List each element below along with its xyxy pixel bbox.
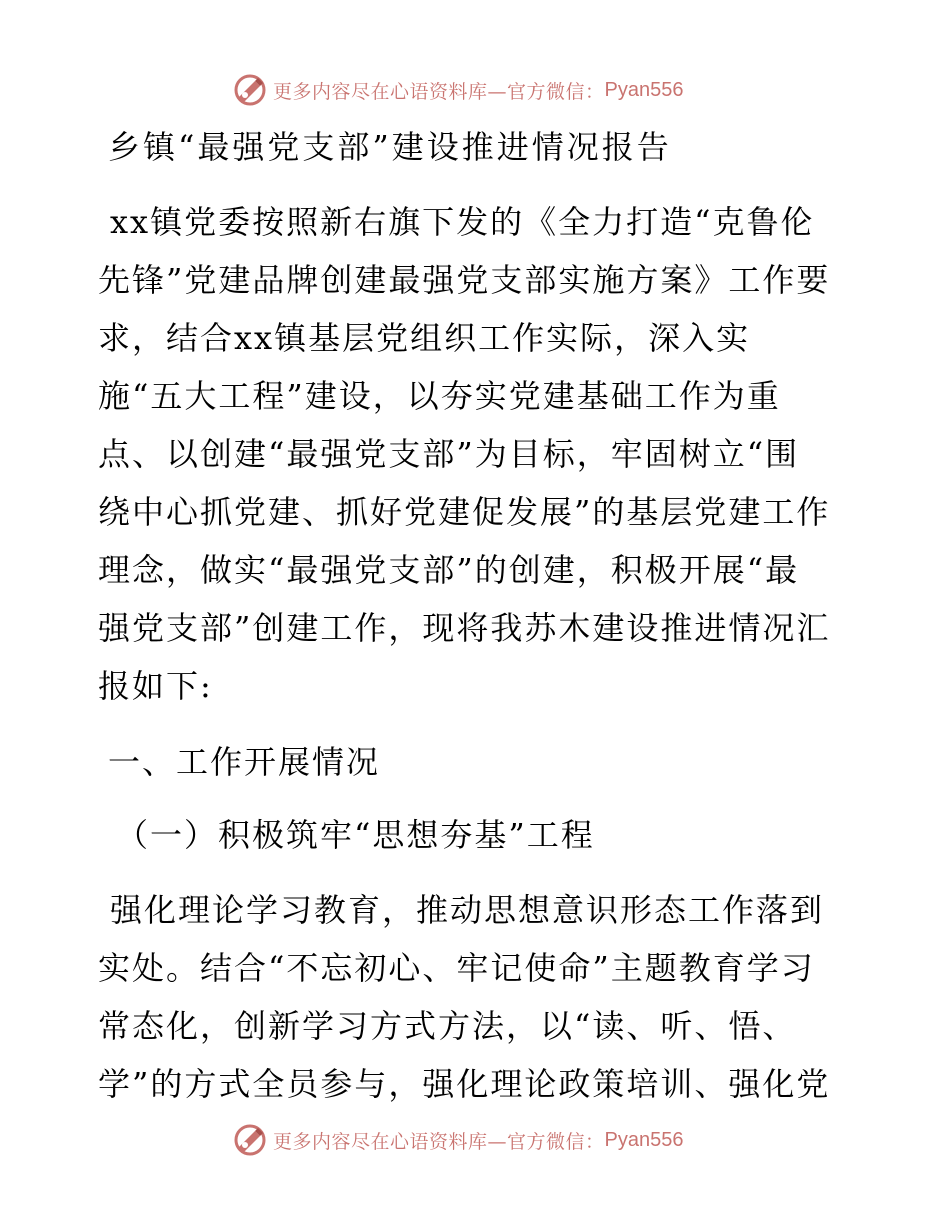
paragraph-line: 理念，做实“最强党支部”的创建，积极开展“最 <box>98 551 800 589</box>
paragraph-line: 点、以创建“最强党支部”为目标，牢固树立“围 <box>98 435 800 473</box>
document-title: 乡镇“最强党支部”建设推进情况报告 <box>108 128 672 166</box>
subsection-heading: （一）积极筑牢“思想夯基”工程 <box>116 816 595 854</box>
watermark-wechat-id: Pyan556 <box>604 78 684 101</box>
paragraph-line: 先锋”党建品牌创建最强党支部实施方案》工作要 <box>98 261 831 299</box>
footer-watermark <box>233 1122 683 1158</box>
brand-logo-icon <box>233 73 267 107</box>
watermark-text: 更多内容尽在心语资料库—官方微信： <box>273 80 605 103</box>
paragraph-line: 施“五大工程”建设，以夯实党建基础工作为重 <box>98 377 781 415</box>
brand-logo-icon <box>233 1123 267 1157</box>
paragraph-line: 强党支部”创建工作，现将我苏木建设推进情况汇 <box>98 609 831 647</box>
paragraph-line: 绕中心抓党建、抓好党建促发展”的基层党建工作 <box>98 493 831 531</box>
watermark-text: 更多内容尽在心语资料库—官方微信： <box>273 1130 605 1153</box>
paragraph-line: 常态化，创新学习方式方法，以“读、听、悟、 <box>98 1007 797 1045</box>
watermark-wechat-id: Pyan556 <box>604 1128 684 1151</box>
paragraph-line: 实处。结合“不忘初心、牢记使命”主题教育学习 <box>98 949 815 987</box>
paragraph-line: xx镇党委按照新右旗下发的《全力打造“克鲁伦 <box>110 203 815 241</box>
paragraph-line: 报如下: <box>98 667 213 705</box>
section-heading: 一、工作开展情况 <box>108 743 381 781</box>
paragraph-line: 学”的方式全员参与，强化理论政策培训、强化党 <box>98 1065 831 1103</box>
paragraph-line: 求，结合xx镇基层党组织工作实际，深入实 <box>98 319 751 357</box>
paragraph-line: 强化理论学习教育，推动思想意识形态工作落到 <box>110 891 825 929</box>
header-watermark <box>233 72 683 108</box>
